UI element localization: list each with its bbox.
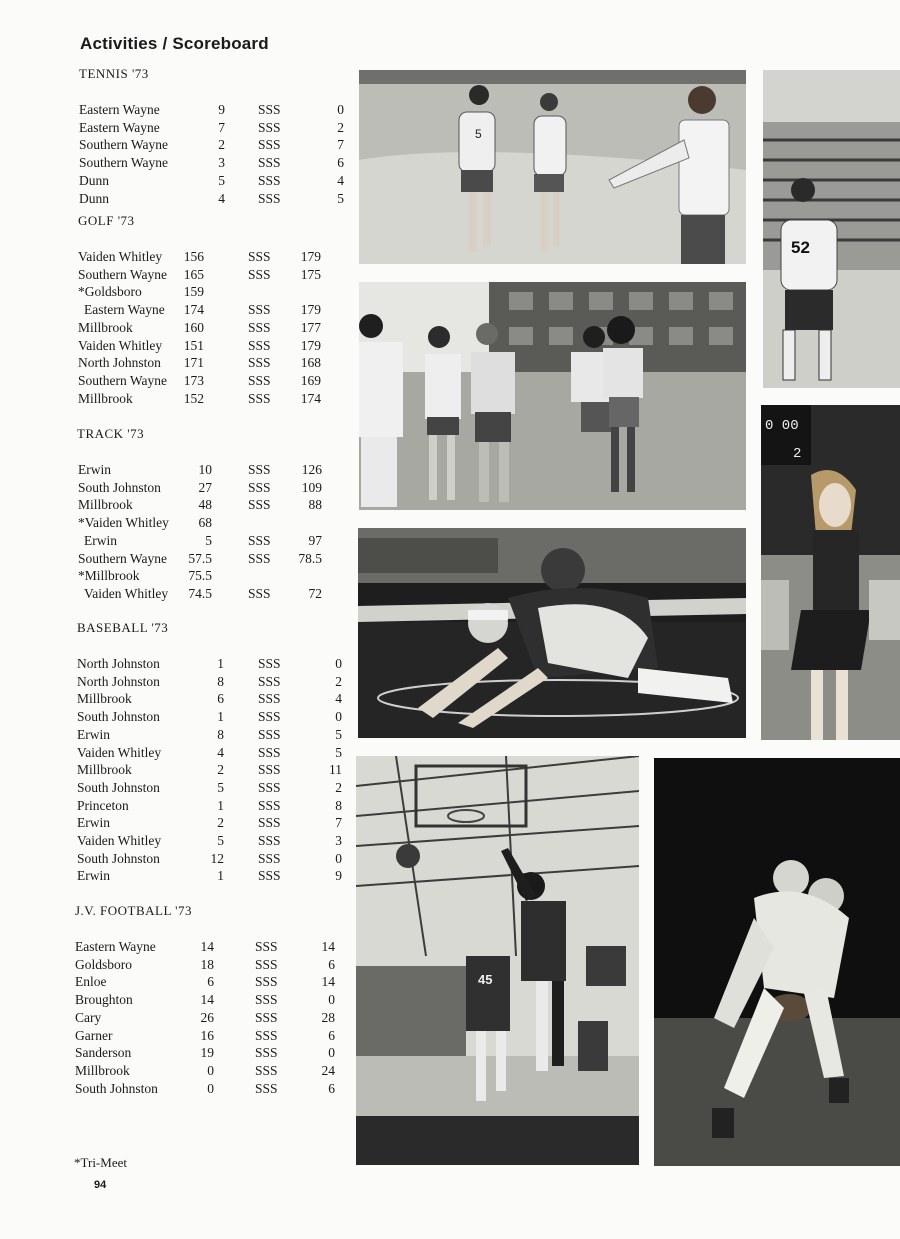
opponent-score: 5 [217,833,224,848]
school-score: 0 [328,1045,335,1061]
school-score: 97 [308,532,322,548]
score-row [0,337,350,354]
opponent-score: 68 [198,515,212,531]
opponent-name: Vaiden Whitley [84,585,169,601]
school-score: 6 [328,1027,335,1043]
opponent-name: South Johnston [77,709,160,725]
golf-heading: GOLF '73 [78,213,135,228]
photo-basketball [356,756,639,1165]
opponent-name: Millbrook [77,691,132,707]
opponent-name: South Johnston [78,479,161,495]
score-row [0,1027,350,1044]
score-row [0,708,350,725]
school-name: SSS [248,319,271,335]
opponent-score: 19 [200,1045,214,1061]
opponent-name: South Johnston [77,779,160,795]
score-row [0,744,350,761]
school-score: 169 [300,372,321,388]
school-name: SSS [258,709,281,725]
football-jersey-number: 52 [791,238,810,257]
school-name: SSS [248,462,271,477]
opponent-score: 12 [210,850,224,866]
school-score: 2 [335,673,342,689]
opponent-name: Erwin [77,815,110,831]
school-name: SSS [258,155,281,171]
score-row [0,496,350,513]
school-name: SSS [255,1062,278,1078]
school-score: 14 [321,974,335,990]
school-name: SSS [255,1045,278,1061]
opponent-score: 152 [183,390,204,406]
score-row [0,154,350,171]
opponent-score: 14 [200,992,214,1008]
score-row [0,1044,350,1061]
opponent-name: *Vaiden Whitley [78,515,169,531]
scoreboard-digits-top: 0 00 [765,418,799,434]
opponent-score: 6 [217,691,224,707]
opponent-name: Millbrook [75,1062,130,1078]
opponent-score: 171 [183,355,204,371]
school-score: 6 [337,155,344,171]
opponent-score: 26 [200,1009,214,1025]
opponent-name: Vaiden Whitley [77,744,162,760]
school-name: SSS [248,479,271,495]
opponent-score: 1 [217,797,224,813]
opponent-name: North Johnston [77,656,160,671]
jv-football-heading: J.V. FOOTBALL '73 [75,903,193,918]
score-row [0,867,350,884]
opponent-name: Cary [75,1009,102,1025]
score-row [0,283,350,300]
opponent-name: Southern Wayne [78,372,168,388]
opponent-name: Enloe [75,974,107,990]
opponent-score: 151 [183,337,204,353]
school-score: 14 [321,939,335,954]
opponent-score: 1 [217,709,224,725]
school-name: SSS [258,726,281,742]
school-score: 0 [335,709,342,725]
school-score: 168 [300,355,321,371]
school-score: 4 [335,691,342,707]
school-name: SSS [258,691,281,707]
opponent-name: Millbrook [77,762,132,778]
score-row [0,354,350,371]
score-row [0,461,350,478]
school-score: 5 [337,190,344,206]
opponent-score: 2 [217,815,224,831]
school-name: SSS [258,744,281,760]
score-row [0,1062,350,1079]
opponent-score: 27 [198,479,212,495]
score-row [0,248,350,265]
opponent-score: 6 [207,974,214,990]
school-name: SSS [248,390,271,406]
school-name: SSS [255,1027,278,1043]
score-row [0,797,350,814]
school-name: SSS [255,939,278,954]
opponent-name: Erwin [77,726,110,742]
school-name: SSS [248,249,271,264]
school-score: 177 [300,319,321,335]
score-row [0,319,350,336]
photo-golf-group [359,282,746,510]
school-name: SSS [255,956,278,972]
school-score: 5 [335,726,342,742]
school-score: 179 [300,249,321,264]
school-name: SSS [255,1009,278,1025]
school-score: 4 [337,172,344,188]
opponent-name: Southern Wayne [78,266,168,282]
opponent-name: Eastern Wayne [79,102,160,117]
school-score: 2 [337,119,344,135]
school-score: 0 [335,656,342,671]
school-name: SSS [248,302,271,318]
school-score: 88 [308,497,322,513]
opponent-score: 156 [183,249,204,264]
page-number: 94 [94,1179,107,1191]
school-name: SSS [255,992,278,1008]
track-heading: TRACK '73 [77,426,145,441]
opponent-score: 4 [218,190,225,206]
opponent-name: Erwin [84,532,117,548]
school-score: 78.5 [298,550,322,566]
score-row [0,550,350,567]
score-row [0,956,350,973]
school-score: 5 [335,744,342,760]
school-score: 2 [335,779,342,795]
photo-track-runners [359,70,746,264]
school-score: 8 [335,797,342,813]
score-row [0,372,350,389]
school-score: 9 [335,868,342,884]
score-row [0,814,350,831]
basketball-jersey-number: 45 [478,972,493,987]
opponent-score: 5 [205,532,212,548]
score-row [0,938,350,955]
opponent-name: North Johnston [77,673,160,689]
score-row [0,761,350,778]
school-name: SSS [258,797,281,813]
photo-cheerleader [761,405,900,740]
opponent-name: Dunn [79,172,109,188]
opponent-score: 75.5 [188,568,212,584]
school-score: 28 [321,1009,335,1025]
opponent-name: Millbrook [78,497,133,513]
school-name: SSS [258,868,281,884]
school-score: 179 [300,302,321,318]
opponent-score: 2 [217,762,224,778]
score-row [0,779,350,796]
opponent-name: Southern Wayne [79,155,169,171]
school-score: 72 [308,585,322,601]
opponent-score: 7 [218,119,225,135]
opponent-score: 3 [218,155,225,171]
opponent-name: Princeton [77,797,129,813]
opponent-name: Eastern Wayne [84,302,165,318]
score-row [0,973,350,990]
school-name: SSS [255,974,278,990]
school-name: SSS [248,532,271,548]
score-row [0,172,350,189]
opponent-name: Southern Wayne [78,550,168,566]
photo-night-football [654,758,900,1166]
opponent-name: Erwin [78,462,111,477]
score-row [0,655,350,672]
opponent-score: 4 [217,744,224,760]
school-name: SSS [258,119,281,135]
school-name: SSS [258,656,281,671]
tri-meet-footnote: *Tri-Meet [74,1155,127,1170]
opponent-score: 5 [218,172,225,188]
school-name: SSS [258,102,281,117]
opponent-score: 174 [183,302,204,318]
score-row [0,567,350,584]
score-row [0,266,350,283]
school-score: 175 [300,266,321,282]
school-name: SSS [248,497,271,513]
score-row [0,832,350,849]
school-score: 6 [328,1080,335,1096]
runner-bib-number: 5 [475,127,482,141]
opponent-name: Eastern Wayne [79,119,160,135]
school-score: 24 [321,1062,335,1078]
school-name: SSS [248,585,271,601]
opponent-name: *Goldsboro [78,284,142,300]
score-row [0,726,350,743]
school-score: 11 [329,762,342,778]
opponent-score: 14 [200,939,214,954]
school-score: 3 [335,833,342,848]
score-row [0,690,350,707]
page-title: Activities / Scoreboard [80,34,269,53]
opponent-name: Vaiden Whitley [77,833,162,848]
school-name: SSS [248,550,271,566]
opponent-name: *Millbrook [78,568,140,584]
score-row [0,585,350,602]
score-row [0,101,350,118]
opponent-name: Goldsboro [75,956,132,972]
opponent-score: 10 [198,462,212,477]
school-score: 7 [337,137,344,153]
opponent-score: 5 [217,779,224,795]
tennis-heading: TENNIS '73 [79,66,149,81]
opponent-name: Vaiden Whitley [78,337,163,353]
opponent-score: 2 [218,137,225,153]
opponent-score: 0 [207,1062,214,1078]
school-name: SSS [258,762,281,778]
school-score: 109 [301,479,322,495]
opponent-score: 16 [200,1027,214,1043]
school-score: 179 [300,337,321,353]
school-name: SSS [258,815,281,831]
school-score: 0 [328,992,335,1008]
opponent-score: 8 [217,673,224,689]
school-score: 126 [301,462,322,477]
score-row [0,532,350,549]
opponent-score: 74.5 [188,585,212,601]
school-name: SSS [258,172,281,188]
score-row [0,673,350,690]
school-name: SSS [258,190,281,206]
school-name: SSS [258,779,281,795]
opponent-name: Vaiden Whitley [78,249,163,264]
opponent-name: Erwin [77,868,110,884]
school-name: SSS [258,137,281,153]
school-score: 6 [328,956,335,972]
school-score: 174 [300,390,321,406]
opponent-score: 1 [217,868,224,884]
school-name: SSS [258,850,281,866]
opponent-score: 1 [217,656,224,671]
school-name: SSS [255,1080,278,1096]
school-name: SSS [248,355,271,371]
school-score: 0 [335,850,342,866]
baseball-heading: BASEBALL '73 [77,620,169,635]
school-score: 0 [337,102,344,117]
score-row [0,850,350,867]
score-row [0,514,350,531]
opponent-name: Sanderson [75,1045,132,1061]
opponent-score: 0 [207,1080,214,1096]
opponent-name: Broughton [75,992,133,1008]
opponent-name: Garner [75,1027,113,1043]
school-name: SSS [248,372,271,388]
score-row [0,119,350,136]
photo-football-gym [763,70,900,388]
score-row [0,1009,350,1026]
opponent-score: 160 [183,319,204,335]
photo-wrestling [358,528,746,738]
opponent-score: 8 [217,726,224,742]
school-score: 7 [335,815,342,831]
school-name: SSS [248,266,271,282]
opponent-score: 57.5 [188,550,212,566]
score-row [0,1080,350,1097]
opponent-name: Millbrook [78,390,133,406]
opponent-name: South Johnston [77,850,160,866]
opponent-name: South Johnston [75,1080,158,1096]
school-name: SSS [258,833,281,848]
score-row [0,301,350,318]
opponent-name: Dunn [79,190,109,206]
opponent-score: 48 [198,497,212,513]
score-row [0,479,350,496]
opponent-name: Southern Wayne [79,137,169,153]
scoreboard-digits-bottom: 2 [793,446,802,462]
opponent-score: 165 [183,266,204,282]
opponent-score: 18 [200,956,214,972]
score-row [0,991,350,1008]
school-name: SSS [258,673,281,689]
score-row [0,190,350,207]
score-row [0,390,350,407]
opponent-name: North Johnston [78,355,161,371]
school-name: SSS [248,337,271,353]
opponent-name: Millbrook [78,319,133,335]
opponent-score: 9 [218,102,225,117]
opponent-score: 173 [183,372,204,388]
score-row [0,136,350,153]
opponent-name: Eastern Wayne [75,939,156,954]
opponent-score: 159 [183,284,204,300]
